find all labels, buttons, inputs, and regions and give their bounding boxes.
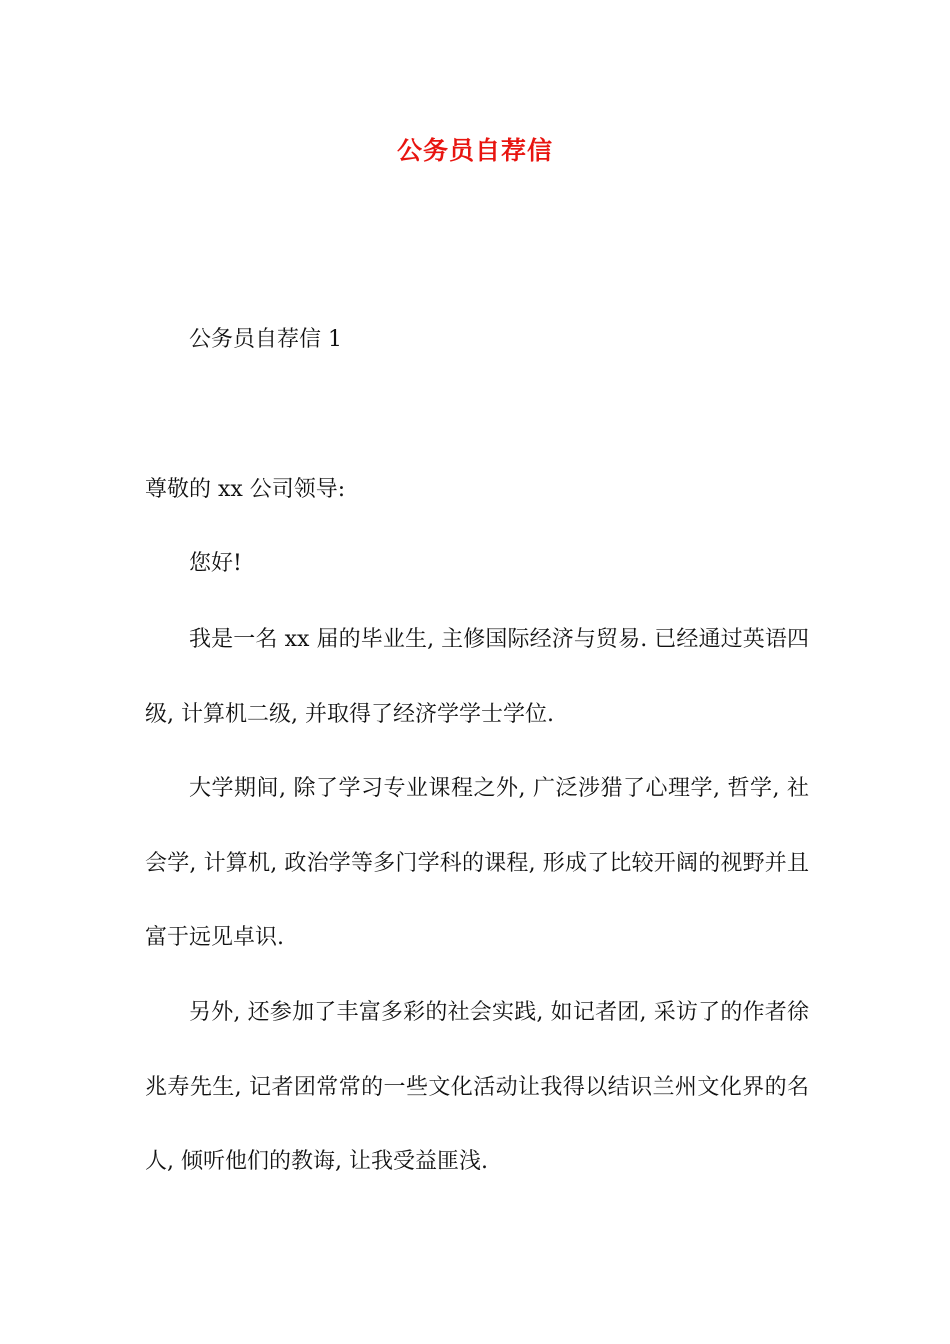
letter-greeting: 您好!: [189, 551, 242, 576]
letter-salutation: 尊敬的 xx 公司领导:: [145, 477, 346, 502]
body-paragraph-activities: 另外, 还参加了丰富多彩的社会实践, 如记者团, 采访了的作者徐兆寿先生, 记者团常常的一些文化活动让我得以结识兰州文化界的名人, 倾听他们的教诲, 让我受益匪浅.: [145, 1000, 809, 1174]
document-title: 公务员自荐信: [396, 136, 553, 165]
body-paragraph-university: 大学期间, 除了学习专业课程之外, 广泛涉猎了心理学, 哲学, 社会学, 计算机, 政治学等多门学科的课程, 形成了比较开阔的视野并且富于远见卓识.: [145, 776, 809, 950]
body-paragraph-education: 我是一名 xx 届的毕业生, 主修国际经济与贸易. 已经通过英语四级, 计算机二级, 并取得了经济学学士学位.: [145, 627, 809, 727]
letter-subtitle: 公务员自荐信 1: [189, 327, 342, 352]
